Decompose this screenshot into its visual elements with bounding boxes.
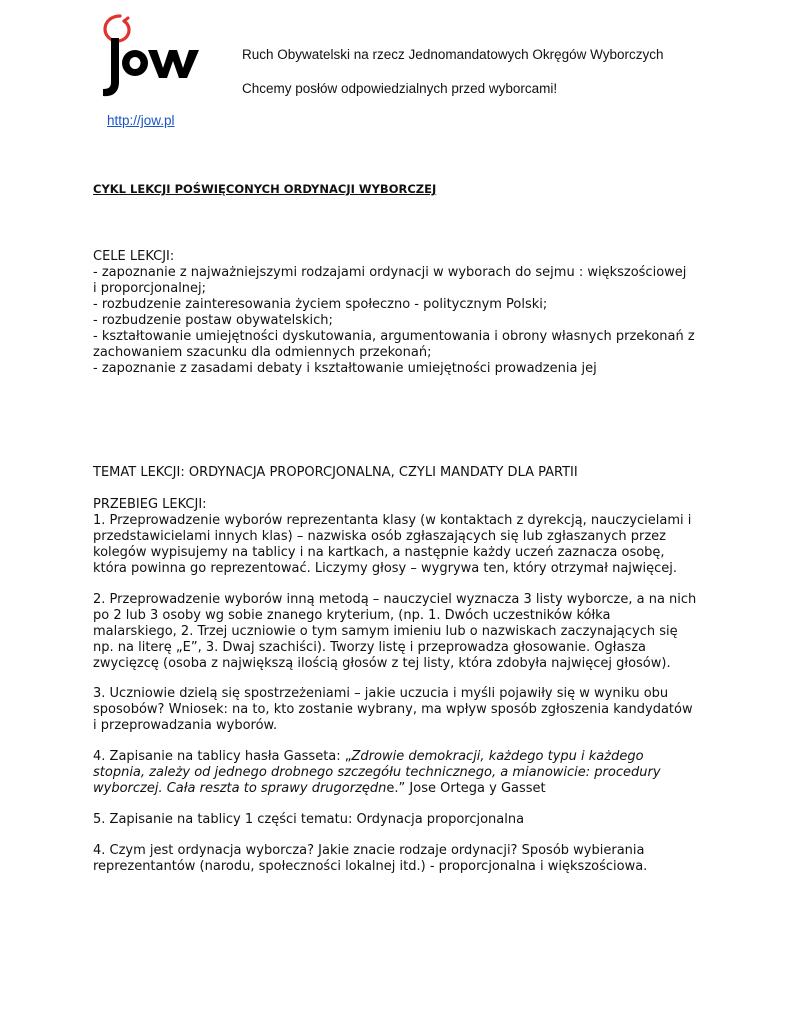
step-line — [93, 749, 733, 765]
procedure-step-3 — [93, 686, 733, 734]
procedure-heading: PRZEBIEG LEKCJI: — [93, 497, 207, 512]
goal-line: - rozbudzenie zainteresowania życiem społeczno - politycznym Polski; — [93, 297, 548, 312]
step-line: przedstawicielami innych klas) – nazwiska osób zgłaszających się lub zgłaszanych przez — [93, 529, 667, 544]
gasset-quote: stopnia, zależy od jednego drobnego szczegółu technicznego, a mianowicie: procedury — [93, 765, 661, 780]
procedure-step-5 — [93, 812, 733, 828]
step-line: która powinna go reprezentować. Liczymy głosy – wygrywa ten, który otrzymał najwięcej. — [93, 561, 678, 576]
procedure-step-4 — [93, 749, 733, 797]
website-link[interactable]: http://jow.pl — [107, 113, 175, 128]
step-line: 3. Uczniowie dzielą się spostrzeżeniami – jakie uczucia i myśli pojawiły się w wyniku obu — [93, 686, 669, 701]
step-line: malarskiego, 2. Trzej uczniowie o tym samym imieniu lub o nazwiskach zaczynających się — [93, 624, 678, 639]
step-line: zwycięzcę (osoba z największą ilością głosów z tej listy, która zdobyła najwięcej głosów). — [93, 656, 671, 671]
step-line: 5. Zapisanie na tablicy 1 części tematu: Ordynacja proporcjonalna — [93, 812, 525, 827]
gasset-quote: wyborczej. Cała reszta to sprawy drugorzędn — [93, 781, 387, 796]
step-line: kolegów wypisujemy na tablicy i na kartkach, a następnie każdy uczeń zaznacza osobę, — [93, 545, 665, 560]
logo-letters-icon — [103, 38, 199, 96]
step-line: 1. Przeprowadzenie wyborów reprezentanta klasy (w kontaktach z dyrekcją, nauczycielami i — [93, 513, 692, 528]
procedure-step-1 — [93, 513, 733, 577]
goal-line: - zapoznanie z zasadami debaty i kształtowanie umiejętności prowadzenia jej — [93, 361, 597, 376]
slogan: Chcemy posłów odpowiedzialnych przed wyborcami! — [242, 81, 558, 96]
lesson-goals — [93, 249, 733, 377]
goal-line: - kształtowanie umiejętności dyskutowania, argumentowania i obrony własnych przekonań z — [93, 329, 695, 344]
step-line — [93, 781, 733, 797]
jow-logo — [99, 12, 205, 98]
procedure-heading-block — [93, 497, 733, 513]
goal-line: i proporcjonalnej; — [93, 281, 207, 296]
org-name: Ruch Obywatelski na rzecz Jednomandatowych Okręgów Wyborczych — [242, 47, 664, 62]
gasset-quote: Zdrowie demokracji, każdego typu i każdego — [351, 749, 644, 764]
lesson-topic — [93, 465, 733, 481]
goal-line: - zapoznanie z najważniejszymi rodzajami ordynacji w wyborach do sejmu : większościowej — [93, 265, 687, 280]
goals-heading: CELE LEKCJI: — [93, 249, 175, 264]
step-line: i przeprowadzania wyborów. — [93, 718, 278, 733]
quote-author: e.” Jose Ortega y Gasset — [386, 781, 546, 796]
step-line: 2. Przeprowadzenie wyborów inną metodą – nauczyciel wyznacza 3 listy wyborcze, a na nich — [93, 592, 697, 607]
logo-circle-icon — [105, 16, 129, 41]
step-line: 4. Czym jest ordynacja wyborcza? Jakie znacie rodzaje ordynacji? Sposób wybierania — [93, 843, 645, 858]
step-4-text: 4. Zapisanie na tablicy hasła Gasseta: „ — [93, 749, 352, 764]
goal-line: zachowaniem szacunku dla odmiennych przekonań; — [93, 345, 432, 360]
document-title: CYKL LEKCJI POŚWIĘCONYCH ORDYNACJI WYBORCZEJ — [93, 182, 437, 196]
step-line: np. na literę „E”, 3. Dwaj szachiści). Tworzy listę i przeprowadza głosowanie. Ogłasza — [93, 640, 646, 655]
topic-line: TEMAT LEKCJI: ORDYNACJA PROPORCJONALNA, CZYLI MANDATY DLA PARTII — [93, 465, 578, 480]
step-line: reprezentantów (narodu, społeczności lokalnej itd.) - proporcjonalna i większościowa. — [93, 859, 648, 874]
goal-line: - rozbudzenie postaw obywatelskich; — [93, 313, 333, 328]
step-line: po 2 lub 3 osoby wg sobie znanego kryterium, (np. 1. Dwóch uczestników kółka — [93, 608, 611, 623]
step-line: sposobów? Wniosek: na to, kto zostanie wybrany, ma wpływ sposób zgłoszenia kandydatów — [93, 702, 693, 717]
procedure-step-6 — [93, 843, 733, 875]
procedure-step-2 — [93, 592, 733, 672]
